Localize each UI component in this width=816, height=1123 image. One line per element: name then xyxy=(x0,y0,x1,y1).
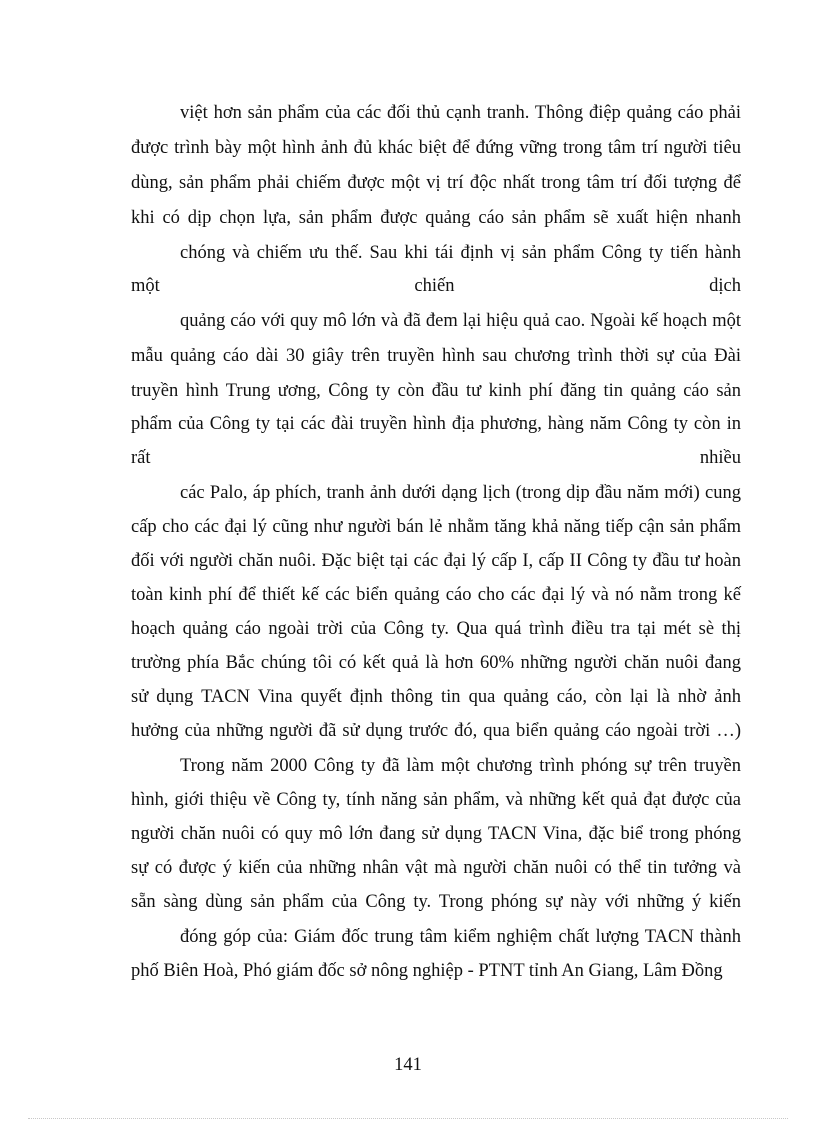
text-line: phẩm của Công ty tại các đài truyền hình địa phương, hàng năm Công ty còn in xyxy=(131,414,741,434)
text-line: hưởng của những người đã sử dụng trước đó, qua biển quảng cáo ngoài trời …) xyxy=(131,721,741,741)
text-line: sẵn sàng dùng sản phẩm của Công ty. Trong phóng sự này với những ý kiến xyxy=(131,892,741,912)
text-line: hình, giới thiệu về Công ty, tính năng sản phẩm, và những kết quả đạt được của xyxy=(131,790,741,810)
text-line: sự có được ý kiến của những nhân vật mà người chăn nuôi có thể tin tưởng và xyxy=(131,858,741,878)
text-line: đóng góp của: Giám đốc trung tâm kiểm nghiệm chất lượng TACN thành xyxy=(180,927,741,947)
text-line-spread xyxy=(131,445,741,471)
word: một xyxy=(131,276,160,296)
text-line: sử dụng TACN Vina quyết định thông tin qua quảng cáo, còn lại là nhờ ảnh xyxy=(131,687,741,707)
word: rất xyxy=(131,448,151,468)
page-bottom-divider xyxy=(28,1118,788,1119)
text-line-spread xyxy=(131,273,741,299)
page-number: 141 xyxy=(394,1055,422,1075)
text-line: toàn kinh phí để thiết kế các biển quảng cáo cho các đại lý và nó nằm trong kế xyxy=(131,585,741,605)
word: dịch xyxy=(709,276,741,296)
text-line: trường phía Bắc chúng tôi có kết quả là hơn 60% những người chăn nuôi đang xyxy=(131,653,741,673)
text-line: dùng, sản phẩm phải chiếm được một vị trí độc nhất trong tâm trí đối tượng để xyxy=(131,173,741,193)
text-line: người chăn nuôi có quy mô lớn đang sử dụng TACN Vina, đặc biể trong phóng xyxy=(131,824,741,844)
word: chiến xyxy=(414,276,455,296)
text-line: các Palo, áp phích, tranh ảnh dưới dạng lịch (trong dịp đầu năm mới) cung xyxy=(180,483,741,503)
text-line: khi có dịp chọn lựa, sản phẩm được quảng cáo sản phẩm sẽ xuất hiện nhanh xyxy=(131,208,741,228)
text-line: truyền hình Trung ương, Công ty còn đầu tư kinh phí đăng tin quảng cáo sản xyxy=(131,381,741,401)
text-line: hoạch quảng cáo ngoài trời của Công ty. Qua quá trình điều tra tại mét sè thị xyxy=(131,619,741,639)
text-line: việt hơn sản phẩm của các đối thủ cạnh tranh. Thông điệp quảng cáo phải xyxy=(180,103,741,123)
text-line: phố Biên Hoà, Phó giám đốc sở nông nghiệp - PTNT tỉnh An Giang, Lâm Đồng xyxy=(131,961,723,981)
text-line: cấp cho các đại lý cũng như người bán lẻ nhằm tăng khả năng tiếp cận sản phẩm xyxy=(131,517,741,537)
text-line: đối với người chăn nuôi. Đặc biệt tại các đại lý cấp I, cấp II Công ty đầu tư hoàn xyxy=(131,551,741,571)
text-line: mẫu quảng cáo dài 30 giây trên truyền hình sau chương trình thời sự của Đài xyxy=(131,346,741,366)
text-line: được trình bày một hình ảnh đủ khác biệt để đứng vững trong tâm trí người tiêu xyxy=(131,138,741,158)
text-line: quảng cáo với quy mô lớn và đã đem lại hiệu quả cao. Ngoài kế hoạch một xyxy=(180,311,741,331)
text-line: Trong năm 2000 Công ty đã làm một chương trình phóng sự trên truyền xyxy=(180,756,741,776)
text-line: chóng và chiếm ưu thế. Sau khi tái định vị sản phẩm Công ty tiến hành xyxy=(180,243,741,263)
word: nhiều xyxy=(699,448,741,468)
